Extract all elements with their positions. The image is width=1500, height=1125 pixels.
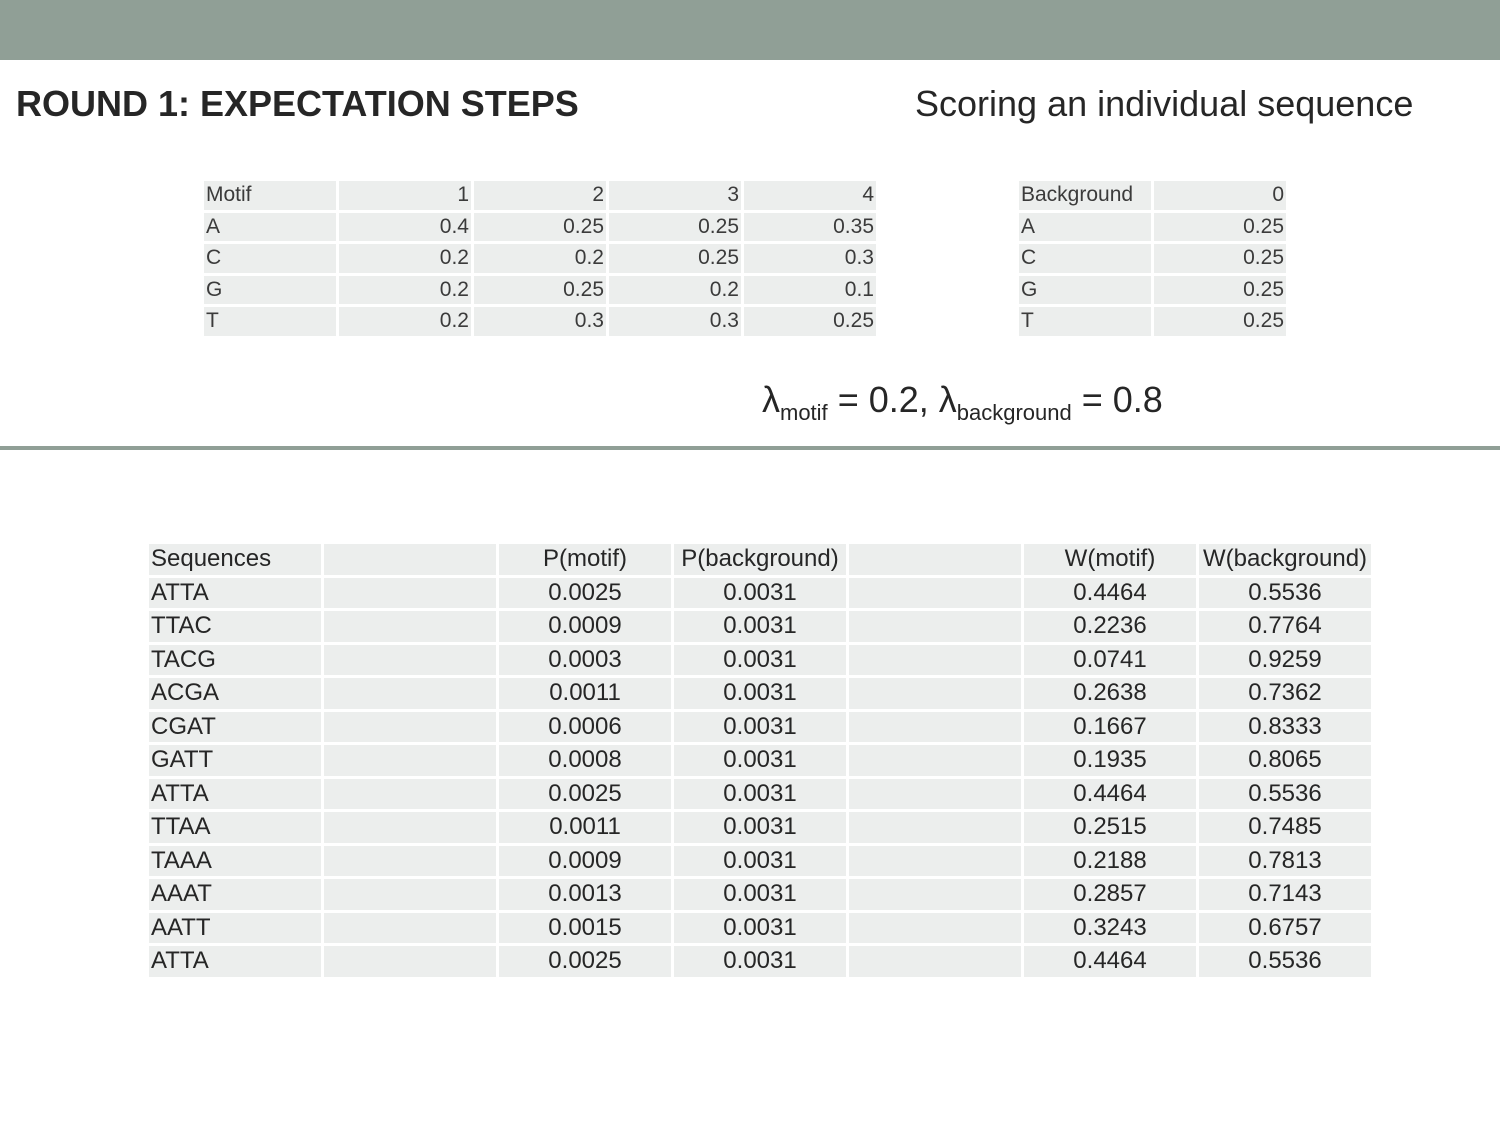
lambda-equation xyxy=(762,372,1163,428)
table-cell: 0.0741 xyxy=(1024,645,1196,676)
table-cell: 0.4464 xyxy=(1024,779,1196,810)
table-cell: 0.7485 xyxy=(1199,812,1371,843)
table-row xyxy=(149,712,1371,743)
table-row xyxy=(149,611,1371,642)
table-cell: 0.0009 xyxy=(499,846,671,877)
table-cell: 0.2 xyxy=(609,276,741,305)
table-cell: ATTA xyxy=(149,946,321,977)
table-header-cell: 4 xyxy=(744,181,876,210)
table-cell: 0.3 xyxy=(744,244,876,273)
table-header-cell: 1 xyxy=(339,181,471,210)
table-cell xyxy=(849,645,1021,676)
table-row xyxy=(1019,307,1286,336)
table-cell: 0.25 xyxy=(1154,244,1286,273)
table-cell: A xyxy=(1019,213,1151,242)
table-cell: 0.25 xyxy=(1154,276,1286,305)
table-header-cell xyxy=(324,544,496,575)
table-row xyxy=(204,244,876,273)
table-cell: 0.0031 xyxy=(674,611,846,642)
table-cell: A xyxy=(204,213,336,242)
table-cell: 0.7143 xyxy=(1199,879,1371,910)
background-probability-table xyxy=(1016,178,1289,339)
table-cell: 0.0031 xyxy=(674,645,846,676)
table-cell: 0.0008 xyxy=(499,745,671,776)
table-cell: 0.0025 xyxy=(499,779,671,810)
table-row xyxy=(1019,213,1286,242)
table-row xyxy=(149,812,1371,843)
table-cell xyxy=(324,745,496,776)
table-cell: 0.5536 xyxy=(1199,578,1371,609)
table-cell: C xyxy=(204,244,336,273)
table-cell: 0.4464 xyxy=(1024,946,1196,977)
section-divider xyxy=(0,446,1500,450)
table-header-cell: 0 xyxy=(1154,181,1286,210)
top-banner-bar xyxy=(0,0,1500,60)
table-cell: 0.25 xyxy=(474,276,606,305)
table-header-cell: W(motif) xyxy=(1024,544,1196,575)
table-cell: 0.25 xyxy=(609,244,741,273)
table-cell xyxy=(324,578,496,609)
table-cell: 0.4464 xyxy=(1024,578,1196,609)
table-row xyxy=(1019,276,1286,305)
table-cell: 0.0031 xyxy=(674,913,846,944)
table-cell: 0.0031 xyxy=(674,779,846,810)
table-cell: G xyxy=(1019,276,1151,305)
table-cell: 0.2 xyxy=(339,244,471,273)
table-cell: 0.0013 xyxy=(499,879,671,910)
table-cell: AAAT xyxy=(149,879,321,910)
table-row xyxy=(149,745,1371,776)
table-cell: 0.0025 xyxy=(499,946,671,977)
table-cell: 0.0031 xyxy=(674,678,846,709)
table-header-cell xyxy=(849,544,1021,575)
table-cell xyxy=(324,946,496,977)
table-header-cell: Motif xyxy=(204,181,336,210)
table-cell: T xyxy=(204,307,336,336)
table-cell: 0.0031 xyxy=(674,712,846,743)
table-cell: 0.5536 xyxy=(1199,946,1371,977)
table-cell: 0.4 xyxy=(339,213,471,242)
table-cell: 0.0025 xyxy=(499,578,671,609)
table-cell: 0.25 xyxy=(1154,213,1286,242)
table-cell: GATT xyxy=(149,745,321,776)
table-cell: ATTA xyxy=(149,578,321,609)
table-cell: G xyxy=(204,276,336,305)
table-row xyxy=(204,307,876,336)
table-cell: 0.6757 xyxy=(1199,913,1371,944)
lambda-symbol: λ xyxy=(762,379,780,420)
table-cell xyxy=(849,745,1021,776)
table-row xyxy=(149,779,1371,810)
lambda-motif-value: = 0.2, xyxy=(827,379,939,420)
table-header-cell: W(background) xyxy=(1199,544,1371,575)
table-cell xyxy=(849,913,1021,944)
table-cell: 0.0006 xyxy=(499,712,671,743)
table-cell xyxy=(324,913,496,944)
table-cell: 0.35 xyxy=(744,213,876,242)
table-cell: 0.0031 xyxy=(674,846,846,877)
table-cell xyxy=(324,879,496,910)
table-cell: 0.0031 xyxy=(674,946,846,977)
table-cell: CGAT xyxy=(149,712,321,743)
table-row xyxy=(149,879,1371,910)
table-cell xyxy=(849,678,1021,709)
table-cell xyxy=(324,812,496,843)
table-cell xyxy=(849,846,1021,877)
table-cell: 0.5536 xyxy=(1199,779,1371,810)
table-cell: 0.2188 xyxy=(1024,846,1196,877)
table-cell xyxy=(324,611,496,642)
table-cell: T xyxy=(1019,307,1151,336)
table-header-cell: 3 xyxy=(609,181,741,210)
table-cell: TTAA xyxy=(149,812,321,843)
table-row xyxy=(204,213,876,242)
table-header-row xyxy=(149,544,1371,575)
table-cell: AATT xyxy=(149,913,321,944)
lambda-background-subscript: background xyxy=(956,400,1072,425)
table-row xyxy=(149,678,1371,709)
table-cell: 0.2515 xyxy=(1024,812,1196,843)
table-cell: 0.2236 xyxy=(1024,611,1196,642)
table-cell xyxy=(324,712,496,743)
table-cell: 0.8065 xyxy=(1199,745,1371,776)
table-cell xyxy=(849,712,1021,743)
table-row xyxy=(149,913,1371,944)
table-cell xyxy=(849,879,1021,910)
table-cell: 0.0011 xyxy=(499,812,671,843)
table-cell xyxy=(849,611,1021,642)
sequence-score-table xyxy=(146,541,1374,980)
table-cell xyxy=(324,779,496,810)
table-cell: 0.3 xyxy=(609,307,741,336)
table-cell xyxy=(849,946,1021,977)
table-cell: 0.0031 xyxy=(674,745,846,776)
lambda-background-value: = 0.8 xyxy=(1071,379,1163,420)
table-row xyxy=(1019,244,1286,273)
table-cell: C xyxy=(1019,244,1151,273)
table-header-cell: Background xyxy=(1019,181,1151,210)
table-cell: 0.2638 xyxy=(1024,678,1196,709)
table-header-cell: P(motif) xyxy=(499,544,671,575)
table-cell: 0.2 xyxy=(339,307,471,336)
table-cell: 0.25 xyxy=(609,213,741,242)
table-header-cell: Sequences xyxy=(149,544,321,575)
table-cell xyxy=(324,645,496,676)
table-cell: 0.0031 xyxy=(674,812,846,843)
table-cell: 0.1667 xyxy=(1024,712,1196,743)
table-header-row xyxy=(1019,181,1286,210)
table-cell: 0.25 xyxy=(1154,307,1286,336)
table-cell: 0.7764 xyxy=(1199,611,1371,642)
table-cell: 0.0031 xyxy=(674,578,846,609)
motif-probability-table xyxy=(201,178,879,339)
table-cell: ACGA xyxy=(149,678,321,709)
table-cell: 0.8333 xyxy=(1199,712,1371,743)
table-row xyxy=(149,645,1371,676)
lambda-motif-subscript: motif xyxy=(780,400,828,425)
table-row xyxy=(149,846,1371,877)
table-cell xyxy=(849,779,1021,810)
table-row xyxy=(149,946,1371,977)
table-cell: TTAC xyxy=(149,611,321,642)
table-cell xyxy=(324,846,496,877)
table-cell: 0.0031 xyxy=(674,879,846,910)
slide-subtitle: Scoring an individual sequence xyxy=(915,83,1414,124)
table-cell xyxy=(849,812,1021,843)
table-cell: 0.1935 xyxy=(1024,745,1196,776)
table-cell: ATTA xyxy=(149,779,321,810)
table-cell: 0.3 xyxy=(474,307,606,336)
table-cell: 0.9259 xyxy=(1199,645,1371,676)
lambda-symbol: λ xyxy=(938,379,957,420)
table-cell: TAAA xyxy=(149,846,321,877)
table-cell: 0.25 xyxy=(744,307,876,336)
table-row xyxy=(149,578,1371,609)
table-cell: 0.0003 xyxy=(499,645,671,676)
table-cell: 0.25 xyxy=(474,213,606,242)
table-row xyxy=(204,276,876,305)
table-cell: TACG xyxy=(149,645,321,676)
table-header-cell: P(background) xyxy=(674,544,846,575)
table-header-cell: 2 xyxy=(474,181,606,210)
table-cell: 0.7813 xyxy=(1199,846,1371,877)
table-cell xyxy=(324,678,496,709)
table-cell xyxy=(849,578,1021,609)
table-header-row xyxy=(204,181,876,210)
table-cell: 0.3243 xyxy=(1024,913,1196,944)
table-cell: 0.2857 xyxy=(1024,879,1196,910)
table-cell: 0.2 xyxy=(339,276,471,305)
table-cell: 0.0015 xyxy=(499,913,671,944)
table-cell: 0.1 xyxy=(744,276,876,305)
table-cell: 0.2 xyxy=(474,244,606,273)
table-cell: 0.0009 xyxy=(499,611,671,642)
slide-title: ROUND 1: EXPECTATION STEPS xyxy=(16,83,579,124)
table-cell: 0.0011 xyxy=(499,678,671,709)
table-cell: 0.7362 xyxy=(1199,678,1371,709)
